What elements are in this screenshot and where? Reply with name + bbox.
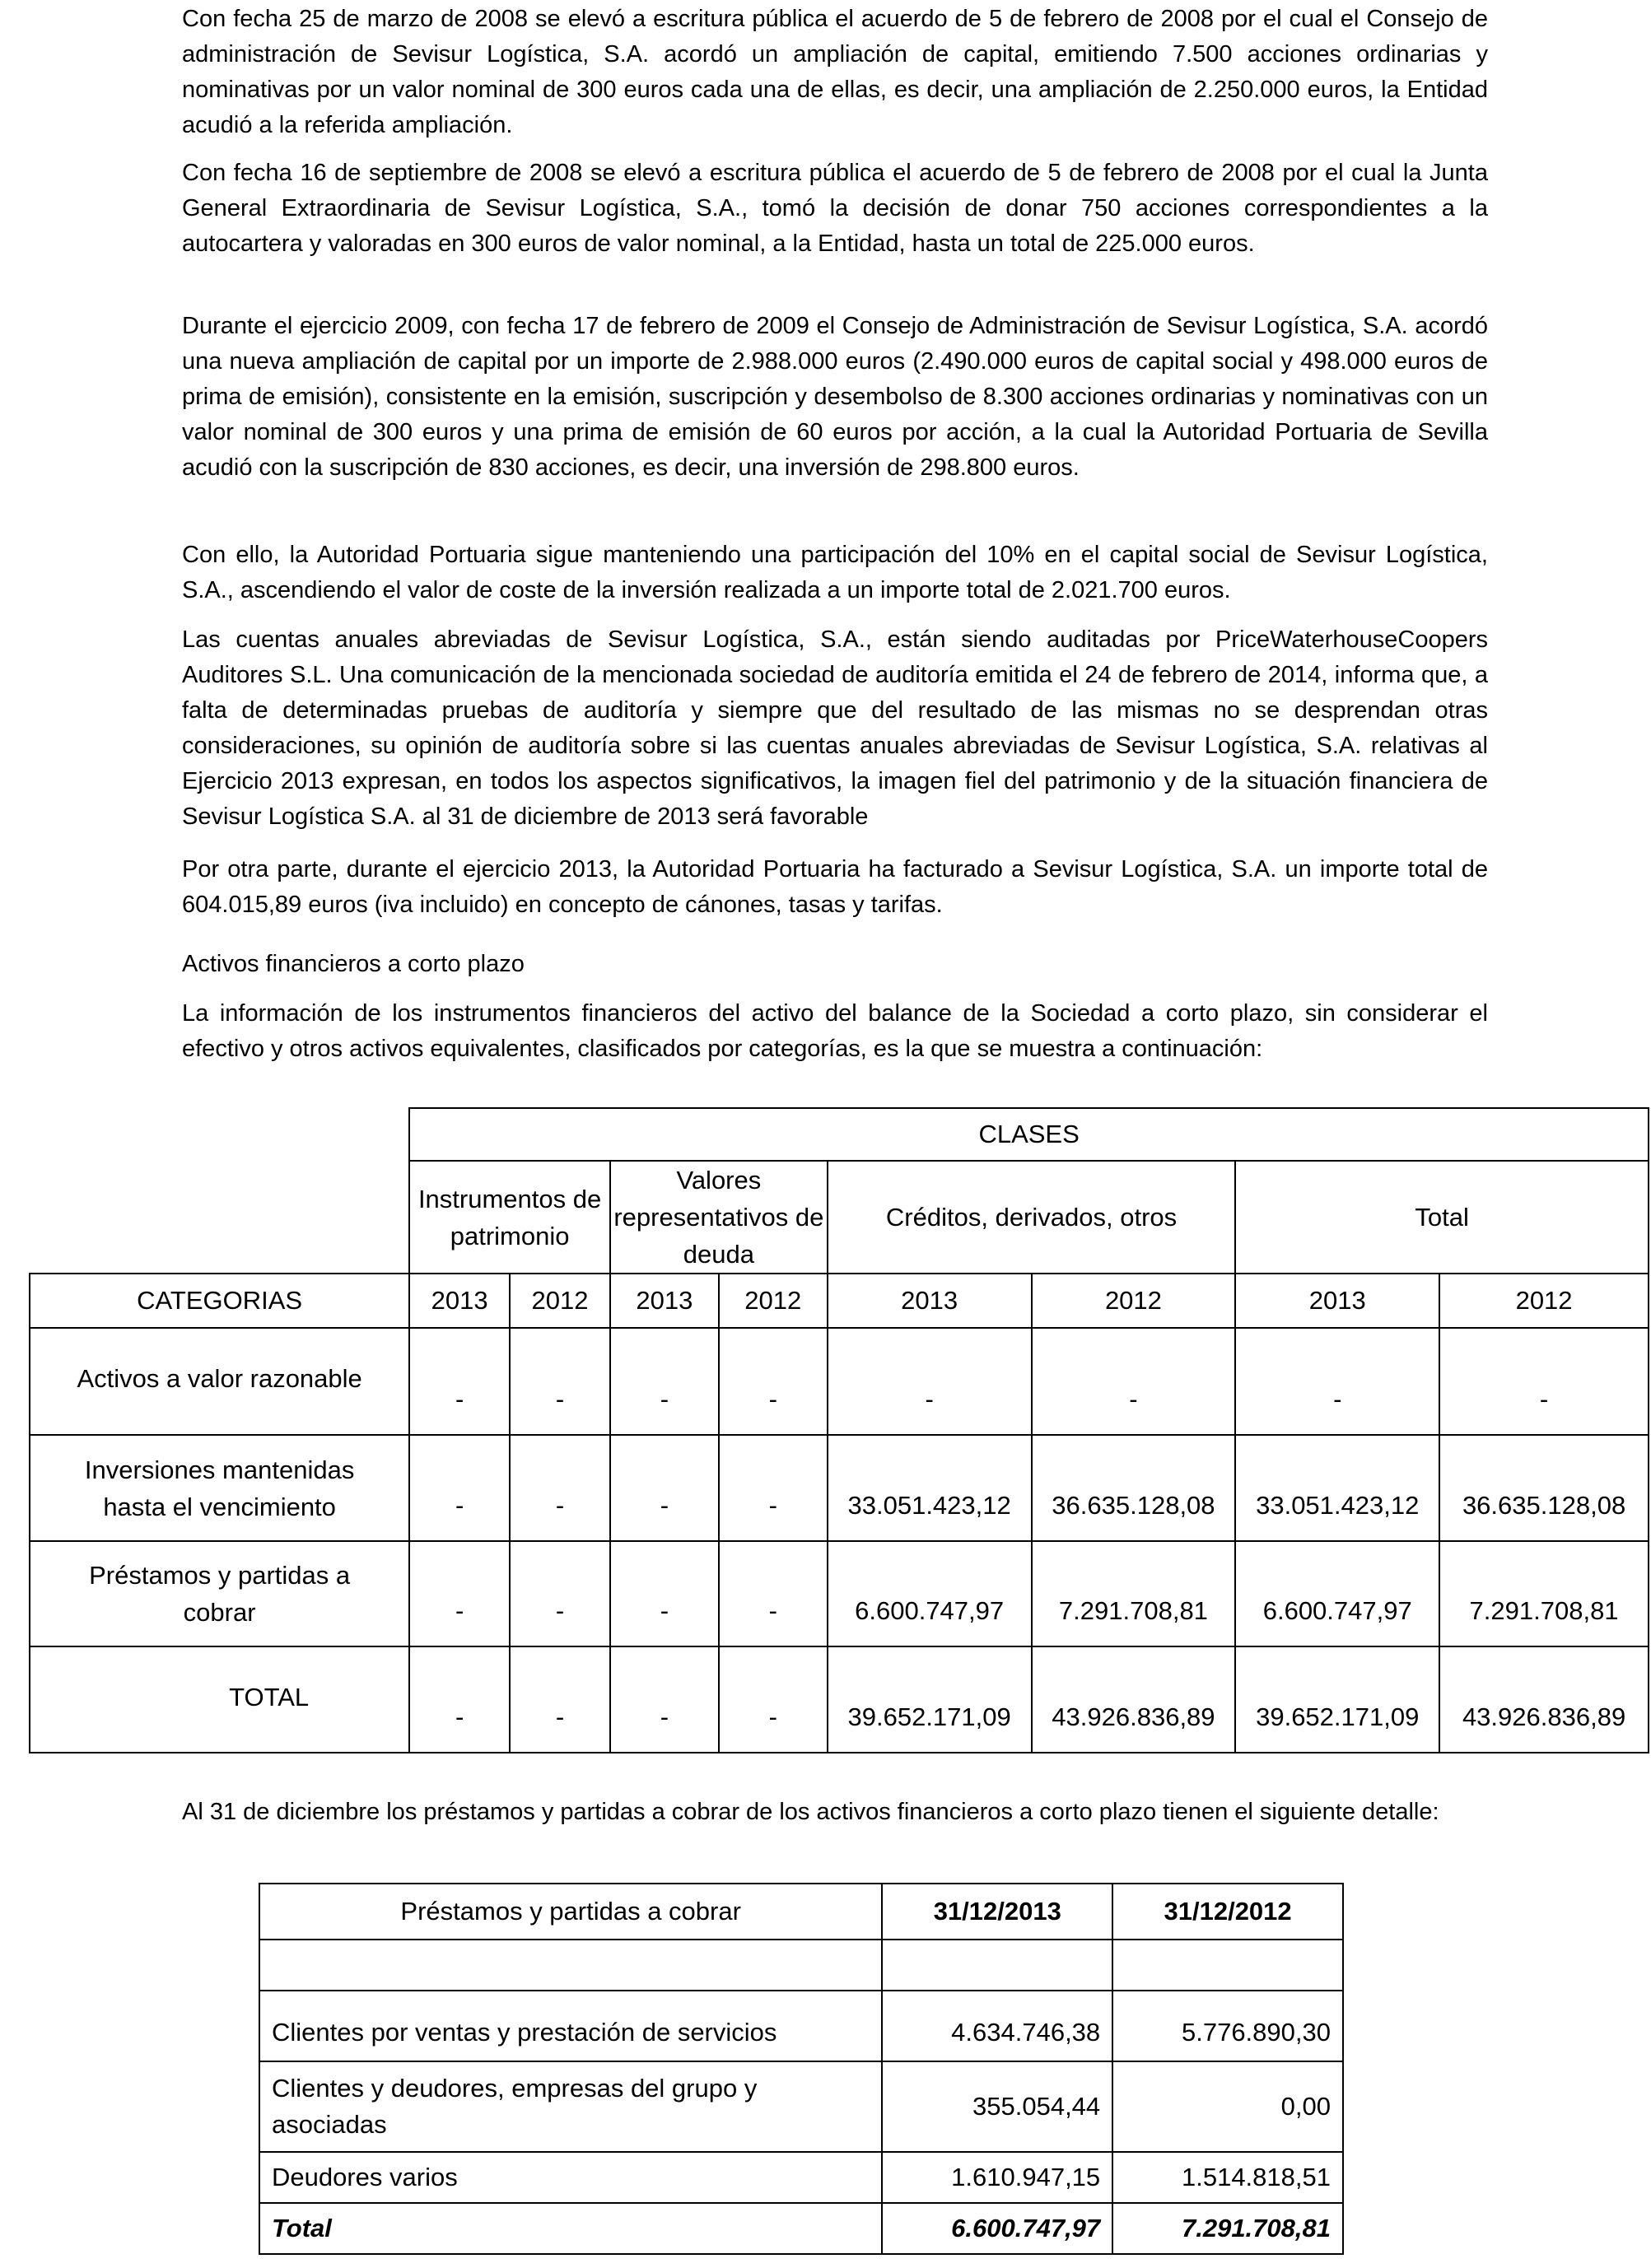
cell-value-total: 7.291.708,81 — [1112, 2203, 1343, 2254]
cell-value: - — [719, 1646, 828, 1753]
cell-value: - — [719, 1435, 828, 1540]
paragraph-detail-intro: Al 31 de diciembre los préstamos y partidas a cobrar de los activos financieros a corto plazo tienen el siguiente detalle: — [182, 1799, 1439, 1825]
year-header: 2012 — [719, 1274, 828, 1328]
cell-value: 33.051.423,12 — [828, 1435, 1032, 1540]
cell-value: - — [719, 1328, 828, 1435]
table-row — [30, 1541, 1649, 1646]
cell-value: - — [510, 1646, 610, 1753]
cell-value: 43.926.836,89 — [1032, 1646, 1236, 1753]
table-row — [30, 1328, 1649, 1435]
cell-value: 5.776.890,30 — [1112, 1991, 1343, 2061]
empty-corner — [30, 1108, 409, 1161]
clases-header: CLASES — [409, 1108, 1649, 1161]
year-header: 2013 — [828, 1274, 1032, 1328]
financial-assets-table — [29, 1107, 1649, 1753]
cell-value: 1.610.947,15 — [882, 2152, 1112, 2203]
empty-corner-2 — [30, 1161, 409, 1274]
cell-value: - — [409, 1541, 510, 1646]
cell-value: - — [719, 1541, 828, 1646]
col-group-instrumentos: Instrumentos de patrimonio — [409, 1161, 610, 1274]
paragraph-donation-2008: Con fecha 16 de septiembre de 2008 se elevó a escritura pública el acuerdo de 5 de febrero de 2008 por el cual la Junta General Extraordinaria de Sevisur Logística, S.A., tomó la decisión de donar 750 acciones correspondientes a la autocartera y valoradas en 300 euros de valor nominal, a la Entidad, hasta un total de 225.000 euros. — [182, 160, 1488, 257]
paragraph-participation: Con ello, la Autoridad Portuaria sigue manteniendo una participación del 10% en el capital social de Sevisur Logística, S.A., ascendiendo el valor de coste de la inversión realizada a un importe total de 2.021.700 euros. — [182, 542, 1488, 603]
row-label-total: Total — [259, 2203, 882, 2254]
table-row — [259, 2152, 1343, 2203]
year-header: 2012 — [510, 1274, 610, 1328]
row-label-total: TOTAL — [30, 1646, 409, 1753]
cell-value: 7.291.708,81 — [1439, 1541, 1649, 1646]
col-group-total: Total — [1235, 1161, 1649, 1274]
year-header: 2012 — [1439, 1274, 1649, 1328]
cell-value: 0,00 — [1112, 2061, 1343, 2152]
cell-value: - — [1032, 1328, 1236, 1435]
table-row — [259, 1991, 1343, 2061]
cell-value: 1.514.818,51 — [1112, 2152, 1343, 2203]
cell-value: - — [610, 1646, 719, 1753]
cell-value: - — [510, 1435, 610, 1540]
section-heading-short-term-assets: Activos financieros a corto plazo — [182, 951, 525, 977]
cell-value: - — [610, 1435, 719, 1540]
table-row — [259, 2061, 1343, 2152]
col-group-creditos: Créditos, derivados, otros — [828, 1161, 1236, 1274]
cell-value — [882, 1940, 1112, 1991]
year-header: 2013 — [1235, 1274, 1439, 1328]
row-label: Inversiones mantenidas hasta el vencimiento — [30, 1435, 409, 1540]
year-header: 2013 — [409, 1274, 510, 1328]
table-row-total — [259, 2203, 1343, 2254]
paragraph-audit: Las cuentas anuales abreviadas de Sevisur Logística, S.A., están siendo auditadas por PriceWaterhouseCoopers Auditores S.L. Una comunicación de la mencionada sociedad de auditoría emitida el 24 de febrero de 2014, informa que, a falta de determinadas pruebas de auditoría y siempre que del resultado de las mismas no se desprendan otras consideraciones, su opinión de auditoría sobre si las cuentas anuales abreviadas de Sevisur Logística, S.A. relativas al Ejercicio 2013 expresan, en todos los aspectos significativos, la imagen fiel del patrimonio y de la situación financiera de Sevisur Logística S.A. al 31 de diciembre de 2013 será favorable — [182, 626, 1488, 830]
cell-value: 43.926.836,89 — [1439, 1646, 1649, 1753]
row-label — [259, 1940, 882, 1991]
cell-value: - — [409, 1435, 510, 1540]
cell-value: 4.634.746,38 — [882, 1991, 1112, 2061]
cell-value: 33.051.423,12 — [1235, 1435, 1439, 1540]
cell-value: 7.291.708,81 — [1032, 1541, 1236, 1646]
cell-value: - — [828, 1328, 1032, 1435]
loans-receivables-table — [259, 1883, 1344, 2255]
cell-value: 39.652.171,09 — [828, 1646, 1032, 1753]
categorias-header: CATEGORIAS — [30, 1274, 409, 1328]
year-header: 2013 — [610, 1274, 719, 1328]
year-header: 2012 — [1032, 1274, 1236, 1328]
cell-value: - — [1439, 1328, 1649, 1435]
paragraph-capital-increase-2009: Durante el ejercicio 2009, con fecha 17 de febrero de 2009 el Consejo de Administración de Sevisur Logística, S.A. acordó una nueva ampliación de capital por un importe de 2.988.000 euros (2.490.000 euros de capital social y 498.000 euros de prima de emisión), consistente en la emisión, suscripción y desembolso de 8.300 acciones ordinarias y nominativas con un valor nominal de 300 euros y una prima de emisión de 60 euros por acción, a la cual la Autoridad Portuaria de Sevilla acudió con la suscripción de 830 acciones, es decir, una inversión de 298.800 euros. — [182, 313, 1488, 481]
cell-value: 6.600.747,97 — [1235, 1541, 1439, 1646]
table-row — [30, 1435, 1649, 1540]
cell-value — [1112, 1940, 1343, 1991]
header-concept: Préstamos y partidas a cobrar — [259, 1884, 882, 1940]
row-label: Deudores varios — [259, 2152, 882, 2203]
cell-value: - — [1235, 1328, 1439, 1435]
cell-value: - — [409, 1328, 510, 1435]
col-group-valores: Valores representativos de deuda — [610, 1161, 828, 1274]
cell-value: 6.600.747,97 — [828, 1541, 1032, 1646]
cell-value: 36.635.128,08 — [1439, 1435, 1649, 1540]
row-label: Préstamos y partidas a cobrar — [30, 1541, 409, 1646]
cell-value: 39.652.171,09 — [1235, 1646, 1439, 1753]
header-2013: 31/12/2013 — [882, 1884, 1112, 1940]
paragraph-table-intro: La información de los instrumentos financieros del activo del balance de la Sociedad a corto plazo, sin considerar el efectivo y otros activos equivalentes, clasificados por categorías, es la que se muestra a continuación: — [182, 1000, 1488, 1062]
row-label: Activos a valor razonable — [30, 1328, 409, 1435]
cell-value: - — [510, 1328, 610, 1435]
cell-value: - — [409, 1646, 510, 1753]
cell-value-total: 6.600.747,97 — [882, 2203, 1112, 2254]
cell-value: 355.054,44 — [882, 2061, 1112, 2152]
cell-value: 36.635.128,08 — [1032, 1435, 1236, 1540]
paragraph-capital-increase-2008: Con fecha 25 de marzo de 2008 se elevó a escritura pública el acuerdo de 5 de febrero de 2008 por el cual el Consejo de administración de Sevisur Logística, S.A. acordó un ampliación de capital, emitiendo 7.500 acciones ordinarias y nominativas por un valor nominal de 300 euros cada una de ellas, es decir, una ampliación de 2.250.000 euros, la Entidad acudió a la referida ampliación. — [182, 6, 1488, 138]
cell-value: - — [610, 1541, 719, 1646]
header-2012: 31/12/2012 — [1112, 1884, 1343, 1940]
cell-value: - — [510, 1541, 610, 1646]
table-row-total — [30, 1646, 1649, 1753]
table-row-empty — [259, 1940, 1343, 1991]
row-label: Clientes y deudores, empresas del grupo y asociadas — [259, 2061, 882, 2152]
row-label: Clientes por ventas y prestación de servicios — [259, 1991, 882, 2061]
cell-value: - — [610, 1328, 719, 1435]
paragraph-billing: Por otra parte, durante el ejercicio 2013, la Autoridad Portuaria ha facturado a Sevisur Logística, S.A. un importe total de 604.015,89 euros (iva incluido) en concepto de cánones, tasas y tarifas. — [182, 856, 1488, 918]
